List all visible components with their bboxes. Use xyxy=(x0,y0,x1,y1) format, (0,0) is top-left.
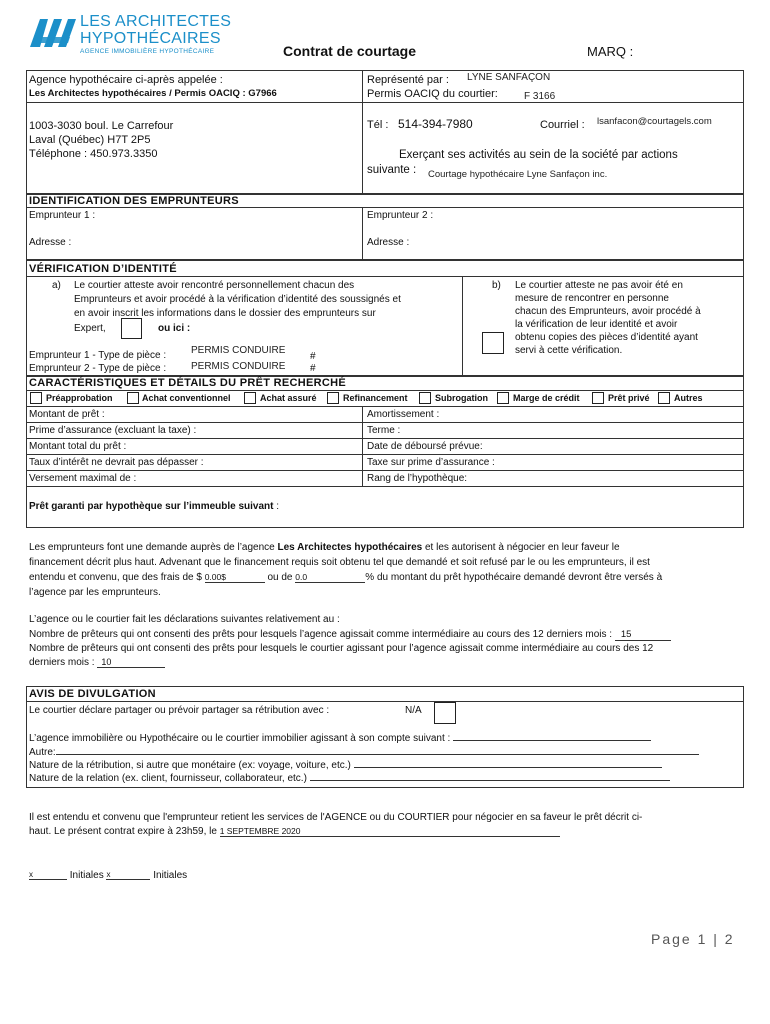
company-value[interactable]: Courtage hypothécaire Lyne Sanfaçon inc. xyxy=(428,169,608,180)
disbursement-date-label: Date de déboursé prévue: xyxy=(367,441,483,452)
max-rate-label: Taux d’intérêt ne devrait pas dépasser : xyxy=(29,457,204,468)
broker-lenders-count[interactable]: 10 xyxy=(97,657,165,668)
subrogation-checkbox[interactable] xyxy=(419,392,431,404)
declarations-agency: Nombre de prêteurs qui ont consenti des prêts pour lesquels l’agence agissait comme intermédiaire au cours des 12 derniers mois : 15 xyxy=(29,629,671,641)
company-text1: Exerçant ses activités au sein de la société par actions xyxy=(399,149,678,161)
disclosure-heading: AVIS DE DIVULGATION xyxy=(29,688,156,700)
credit-line-checkbox[interactable] xyxy=(497,392,509,404)
disclosure-line3: Nature de la rétribution, si autre que monétaire (ex: voyage, voiture, etc.) xyxy=(29,758,662,771)
logo-text-line1: LES ARCHITECTES xyxy=(80,13,232,30)
request-line4: l’agence par les emprunteurs. xyxy=(29,587,161,598)
refinancing-checkbox[interactable] xyxy=(327,392,339,404)
initials-row: x Initiales x Initiales xyxy=(29,870,188,881)
marq-label: MARQ : xyxy=(587,44,634,59)
permit-value[interactable]: F 3166 xyxy=(524,91,556,102)
option-b-text: mesure de rencontrer en personne xyxy=(515,293,669,304)
type1-label: Emprunteur 1 - Type de pièce : xyxy=(29,350,167,361)
initials-field-2[interactable]: x xyxy=(106,870,150,880)
divider xyxy=(26,406,744,407)
agency-phone: Téléphone : 450.973.3350 xyxy=(29,148,158,160)
declarations-intro: L’agence ou le courtier fait les déclarations suivantes relativement au : xyxy=(29,614,340,625)
premium-tax-label: Taxe sur prime d’assurance : xyxy=(367,457,495,468)
option-refinancing: Refinancement xyxy=(343,393,408,403)
disclosure-line1: L’agence immobilière ou Hypothécaire ou le courtier immobilier agissant à son compte suivant : xyxy=(29,731,651,744)
percent-value[interactable]: 0.0 xyxy=(295,572,365,583)
max-payment-label: Versement maximal de : xyxy=(29,473,137,484)
expert-checkbox[interactable] xyxy=(121,318,142,339)
ou-ici-label: ou ici : xyxy=(158,323,191,334)
divider xyxy=(362,207,363,260)
divider xyxy=(26,486,744,487)
disclosure-line2: Autre: xyxy=(29,745,699,758)
option-b-text: Le courtier atteste ne pas avoir été en xyxy=(515,280,683,291)
agency-lenders-count[interactable]: 15 xyxy=(615,629,671,641)
na-label: N/A xyxy=(405,705,422,716)
share-remuneration-label: Le courtier déclare partager ou prévoir partager sa rétribution avec : xyxy=(29,705,330,716)
insured-purchase-checkbox[interactable] xyxy=(244,392,256,404)
divider xyxy=(26,701,744,702)
divider xyxy=(362,406,363,486)
agency-name: Les Architectes hypothécaires / Permis OACIQ : G7966 xyxy=(29,88,277,99)
option-a-text: Le courtier atteste avoir rencontré personnellement chacun des xyxy=(74,280,355,291)
declarations-broker-tail: derniers mois : 10 xyxy=(29,657,165,668)
borrower1-label: Emprunteur 1 : xyxy=(29,210,96,221)
request-line1: Les emprunteurs font une demande auprès de l’agence Les Architectes hypothécaires et les autorisent à négocier en leur faveur le xyxy=(29,542,620,553)
disclosure-line4: Nature de la relation (ex. client, fournisseur, collaborateur, etc.) xyxy=(29,771,670,784)
agency-address1: 1003-3030 boul. Le Carrefour xyxy=(29,120,174,132)
divider xyxy=(26,390,744,391)
page-number: Page 1 | 2 xyxy=(651,931,735,947)
permit-label: Permis OACIQ du courtier: xyxy=(367,88,498,100)
borrowers-heading: IDENTIFICATION DES EMPRUNTEURS xyxy=(29,195,239,207)
verification-heading: VÉRIFICATION D’IDENTITÉ xyxy=(29,263,177,275)
borrower2-label: Emprunteur 2 : xyxy=(367,210,434,221)
borrower2-address-label: Adresse : xyxy=(367,237,410,248)
option-b-text: obtenu copies des pièces d’identité ayant xyxy=(515,332,698,343)
agency-label: Agence hypothécaire ci-après appelée : xyxy=(29,74,223,86)
representative-label: Représenté par : xyxy=(367,74,449,86)
expert-label: Expert, xyxy=(74,323,106,334)
divider xyxy=(26,422,744,423)
loan-amount-label: Montant de prêt : xyxy=(29,409,105,420)
guaranteed-property-label: Prêt garanti par hypothèque sur l’immeuble suivant : xyxy=(29,501,280,512)
type2-value[interactable]: PERMIS CONDUIRE xyxy=(191,361,286,372)
type2-label: Emprunteur 2 - Type de pièce : xyxy=(29,363,167,374)
private-loan-checkbox[interactable] xyxy=(592,392,604,404)
option-b-label: b) xyxy=(492,280,501,291)
divider xyxy=(26,207,744,208)
insurance-premium-label: Prime d’assurance (excluant la taxe) : xyxy=(29,425,197,436)
divider xyxy=(362,70,363,194)
option-b-text: la vérification de leur identité et avoir xyxy=(515,319,678,330)
option-a-label: a) xyxy=(52,280,61,291)
option-other: Autres xyxy=(674,393,703,403)
divider xyxy=(26,438,744,439)
option-a-text: en avoir inscrit les informations dans le dossier des emprunteurs sur xyxy=(74,308,376,319)
other-checkbox[interactable] xyxy=(658,392,670,404)
option-conventional-purchase: Achat conventionnel xyxy=(142,393,231,403)
option-preapproval: Préapprobation xyxy=(46,393,113,403)
divider xyxy=(26,102,744,103)
na-checkbox[interactable] xyxy=(434,702,456,724)
initials-field-1[interactable]: x xyxy=(29,870,67,880)
option-credit-line: Marge de crédit xyxy=(513,393,580,403)
agreement-line2: haut. Le présent contrat expire à 23h59, le 1 SEPTEMBRE 2020 xyxy=(29,826,560,837)
option-b-text: chacun des Emprunteurs, avoir procédé à xyxy=(515,306,701,317)
divider xyxy=(26,454,744,455)
option-private-loan: Prêt privé xyxy=(608,393,650,403)
loan-heading: CARACTÉRISTIQUES ET DÉTAILS DU PRÊT RECHERCHÉ xyxy=(29,377,347,389)
document-title: Contrat de courtage xyxy=(283,43,417,59)
option-insured-purchase: Achat assuré xyxy=(260,393,317,403)
conventional-purchase-checkbox[interactable] xyxy=(127,392,139,404)
expiry-date[interactable]: 1 SEPTEMBRE 2020 xyxy=(220,826,560,837)
email-value[interactable]: lsanfacon@courtagels.com xyxy=(597,116,712,127)
type1-value[interactable]: PERMIS CONDUIRE xyxy=(191,345,286,356)
option-a-text: Emprunteurs et avoir procédé à la vérification d’identité des soussignés et xyxy=(74,294,401,305)
divider xyxy=(26,276,744,277)
agreement-line1: Il est entendu et convenu que l'emprunteur retient les services de l'AGENCE ou du COURTIER pour négocier en sa faveur le prêt décrit ci- xyxy=(29,812,643,823)
tel-label: Tél : xyxy=(367,119,389,131)
preapproval-checkbox[interactable] xyxy=(30,392,42,404)
request-line3: entendu et convenu, que des frais de $ 0.00$ ou de 0.0 % du montant du prêt hypothécaire demandé devront être versés à xyxy=(29,572,663,583)
logo-text-line2: HYPOTHÉCAIRES xyxy=(80,30,221,47)
declarations-broker: Nombre de prêteurs qui ont consenti des prêts pour lesquels le courtier agissant pour l’agence agissait comme intermédiaire au cours des 12 xyxy=(29,643,654,654)
option-b-text: servi à cette vérification. xyxy=(515,345,623,356)
email-label: Courriel : xyxy=(540,119,585,131)
amortization-label: Amortissement : xyxy=(367,409,440,420)
fee-value[interactable]: 0.00$ xyxy=(205,572,265,583)
logo-mark xyxy=(30,17,76,47)
option-subrogation: Subrogation xyxy=(435,393,488,403)
divider xyxy=(462,276,463,376)
agency-address2: Laval (Québec) H7T 2P5 xyxy=(29,134,151,146)
hash-symbol: # xyxy=(310,363,316,374)
request-line2: financement décrit plus haut. Advenant que le financement requis soit obtenu tel que demandé et soit refusé par le ou les emprunteurs, il est xyxy=(29,557,650,568)
representative-value[interactable]: LYNE SANFAÇON xyxy=(467,72,551,83)
hash-symbol: # xyxy=(310,351,316,362)
divider xyxy=(26,470,744,471)
total-loan-label: Montant total du prêt : xyxy=(29,441,127,452)
term-label: Terme : xyxy=(367,425,401,436)
logo-text-line3: AGENCE IMMOBILIÈRE HYPOTHÉCAIRE xyxy=(80,48,215,55)
tel-value[interactable]: 514-394-7980 xyxy=(398,117,473,131)
mortgage-rank-label: Rang de l’hypothèque: xyxy=(367,473,468,484)
option-b-checkbox[interactable] xyxy=(482,332,504,354)
company-text2: suivante : xyxy=(367,164,417,176)
borrower1-address-label: Adresse : xyxy=(29,237,72,248)
